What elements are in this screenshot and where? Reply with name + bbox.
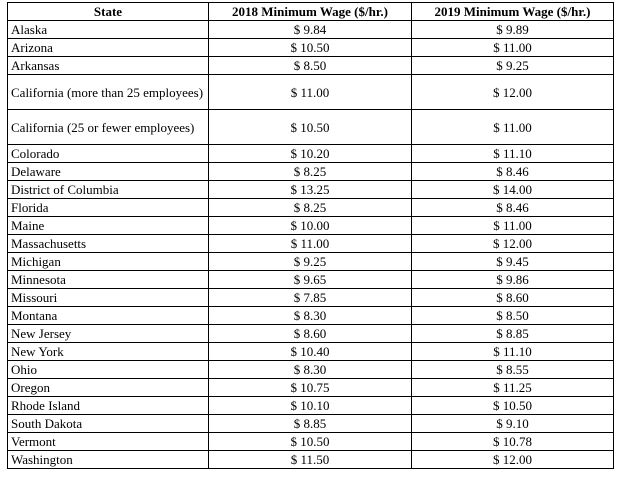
wage-2018-cell: $ 10.50 bbox=[209, 110, 412, 145]
wage-2018-cell: $ 11.00 bbox=[209, 75, 412, 110]
state-cell: Michigan bbox=[8, 253, 209, 271]
table-row bbox=[8, 361, 614, 379]
wage-2019-cell: $ 11.00 bbox=[412, 39, 614, 57]
table-row bbox=[8, 57, 614, 75]
table-row bbox=[8, 253, 614, 271]
state-cell: California (more than 25 employees) bbox=[8, 75, 209, 110]
state-cell: Maine bbox=[8, 217, 209, 235]
wage-2018-cell: $ 10.10 bbox=[209, 397, 412, 415]
wage-2018-cell: $ 10.40 bbox=[209, 343, 412, 361]
wage-2018-cell: $ 11.00 bbox=[209, 235, 412, 253]
state-cell: Arizona bbox=[8, 39, 209, 57]
state-cell: Missouri bbox=[8, 289, 209, 307]
wage-2019-cell: $ 10.78 bbox=[412, 433, 614, 451]
wage-2019-cell: $ 9.86 bbox=[412, 271, 614, 289]
wage-2019-cell: $ 8.46 bbox=[412, 199, 614, 217]
wage-2019-cell: $ 9.10 bbox=[412, 415, 614, 433]
state-cell: Montana bbox=[8, 307, 209, 325]
table-row bbox=[8, 181, 614, 199]
header-state: State bbox=[8, 3, 209, 21]
wage-2018-cell: $ 9.84 bbox=[209, 21, 412, 39]
table-row bbox=[8, 217, 614, 235]
wage-2019-cell: $ 12.00 bbox=[412, 75, 614, 110]
table-row bbox=[8, 271, 614, 289]
table-row bbox=[8, 235, 614, 253]
wage-2018-cell: $ 10.50 bbox=[209, 39, 412, 57]
table-row bbox=[8, 379, 614, 397]
state-cell: Washington bbox=[8, 451, 209, 469]
state-cell: South Dakota bbox=[8, 415, 209, 433]
state-cell: California (25 or fewer employees) bbox=[8, 110, 209, 145]
wage-2018-cell: $ 7.85 bbox=[209, 289, 412, 307]
table-row bbox=[8, 307, 614, 325]
wage-2019-cell: $ 12.00 bbox=[412, 451, 614, 469]
table-row bbox=[8, 343, 614, 361]
wage-2018-cell: $ 11.50 bbox=[209, 451, 412, 469]
wage-2019-cell: $ 9.45 bbox=[412, 253, 614, 271]
table-row bbox=[8, 451, 614, 469]
wage-2019-cell: $ 8.50 bbox=[412, 307, 614, 325]
wage-2019-cell: $ 12.00 bbox=[412, 235, 614, 253]
state-cell: New Jersey bbox=[8, 325, 209, 343]
state-cell: Oregon bbox=[8, 379, 209, 397]
wage-2019-cell: $ 11.10 bbox=[412, 343, 614, 361]
state-cell: District of Columbia bbox=[8, 181, 209, 199]
state-cell: Colorado bbox=[8, 145, 209, 163]
wage-2018-cell: $ 8.30 bbox=[209, 307, 412, 325]
table-row bbox=[8, 110, 614, 145]
table-row bbox=[8, 21, 614, 39]
wage-2019-cell: $ 10.50 bbox=[412, 397, 614, 415]
table-row bbox=[8, 433, 614, 451]
header-2018-wage: 2018 Minimum Wage ($/hr.) bbox=[209, 3, 412, 21]
wage-2018-cell: $ 10.75 bbox=[209, 379, 412, 397]
state-cell: New York bbox=[8, 343, 209, 361]
wage-2019-cell: $ 8.46 bbox=[412, 163, 614, 181]
wage-2018-cell: $ 8.30 bbox=[209, 361, 412, 379]
wage-2019-cell: $ 11.00 bbox=[412, 217, 614, 235]
wage-2019-cell: $ 11.10 bbox=[412, 145, 614, 163]
wage-2019-cell: $ 8.60 bbox=[412, 289, 614, 307]
wage-2018-cell: $ 10.20 bbox=[209, 145, 412, 163]
state-cell: Delaware bbox=[8, 163, 209, 181]
state-cell: Minnesota bbox=[8, 271, 209, 289]
table-row bbox=[8, 325, 614, 343]
wage-2019-cell: $ 9.89 bbox=[412, 21, 614, 39]
state-cell: Rhode Island bbox=[8, 397, 209, 415]
state-cell: Vermont bbox=[8, 433, 209, 451]
wage-2018-cell: $ 10.00 bbox=[209, 217, 412, 235]
state-cell: Alaska bbox=[8, 21, 209, 39]
table-row bbox=[8, 75, 614, 110]
wage-2019-cell: $ 11.25 bbox=[412, 379, 614, 397]
wage-2018-cell: $ 8.50 bbox=[209, 57, 412, 75]
header-row bbox=[8, 3, 614, 21]
wage-2019-cell: $ 8.85 bbox=[412, 325, 614, 343]
wage-2018-cell: $ 8.25 bbox=[209, 199, 412, 217]
wage-2019-cell: $ 11.00 bbox=[412, 110, 614, 145]
table-row bbox=[8, 397, 614, 415]
table-row bbox=[8, 415, 614, 433]
table-row bbox=[8, 289, 614, 307]
wage-2018-cell: $ 9.25 bbox=[209, 253, 412, 271]
table-row bbox=[8, 145, 614, 163]
table-row bbox=[8, 163, 614, 181]
wage-2019-cell: $ 9.25 bbox=[412, 57, 614, 75]
wage-2018-cell: $ 8.25 bbox=[209, 163, 412, 181]
wage-2018-cell: $ 8.85 bbox=[209, 415, 412, 433]
header-2019-wage: 2019 Minimum Wage ($/hr.) bbox=[412, 3, 614, 21]
wage-2019-cell: $ 8.55 bbox=[412, 361, 614, 379]
wage-2018-cell: $ 9.65 bbox=[209, 271, 412, 289]
wage-2018-cell: $ 13.25 bbox=[209, 181, 412, 199]
table-row bbox=[8, 199, 614, 217]
table-body bbox=[8, 21, 614, 469]
wage-2018-cell: $ 10.50 bbox=[209, 433, 412, 451]
minimum-wage-table bbox=[7, 2, 614, 469]
state-cell: Arkansas bbox=[8, 57, 209, 75]
state-cell: Ohio bbox=[8, 361, 209, 379]
wage-2018-cell: $ 8.60 bbox=[209, 325, 412, 343]
wage-2019-cell: $ 14.00 bbox=[412, 181, 614, 199]
state-cell: Massachusetts bbox=[8, 235, 209, 253]
table-row bbox=[8, 39, 614, 57]
state-cell: Florida bbox=[8, 199, 209, 217]
